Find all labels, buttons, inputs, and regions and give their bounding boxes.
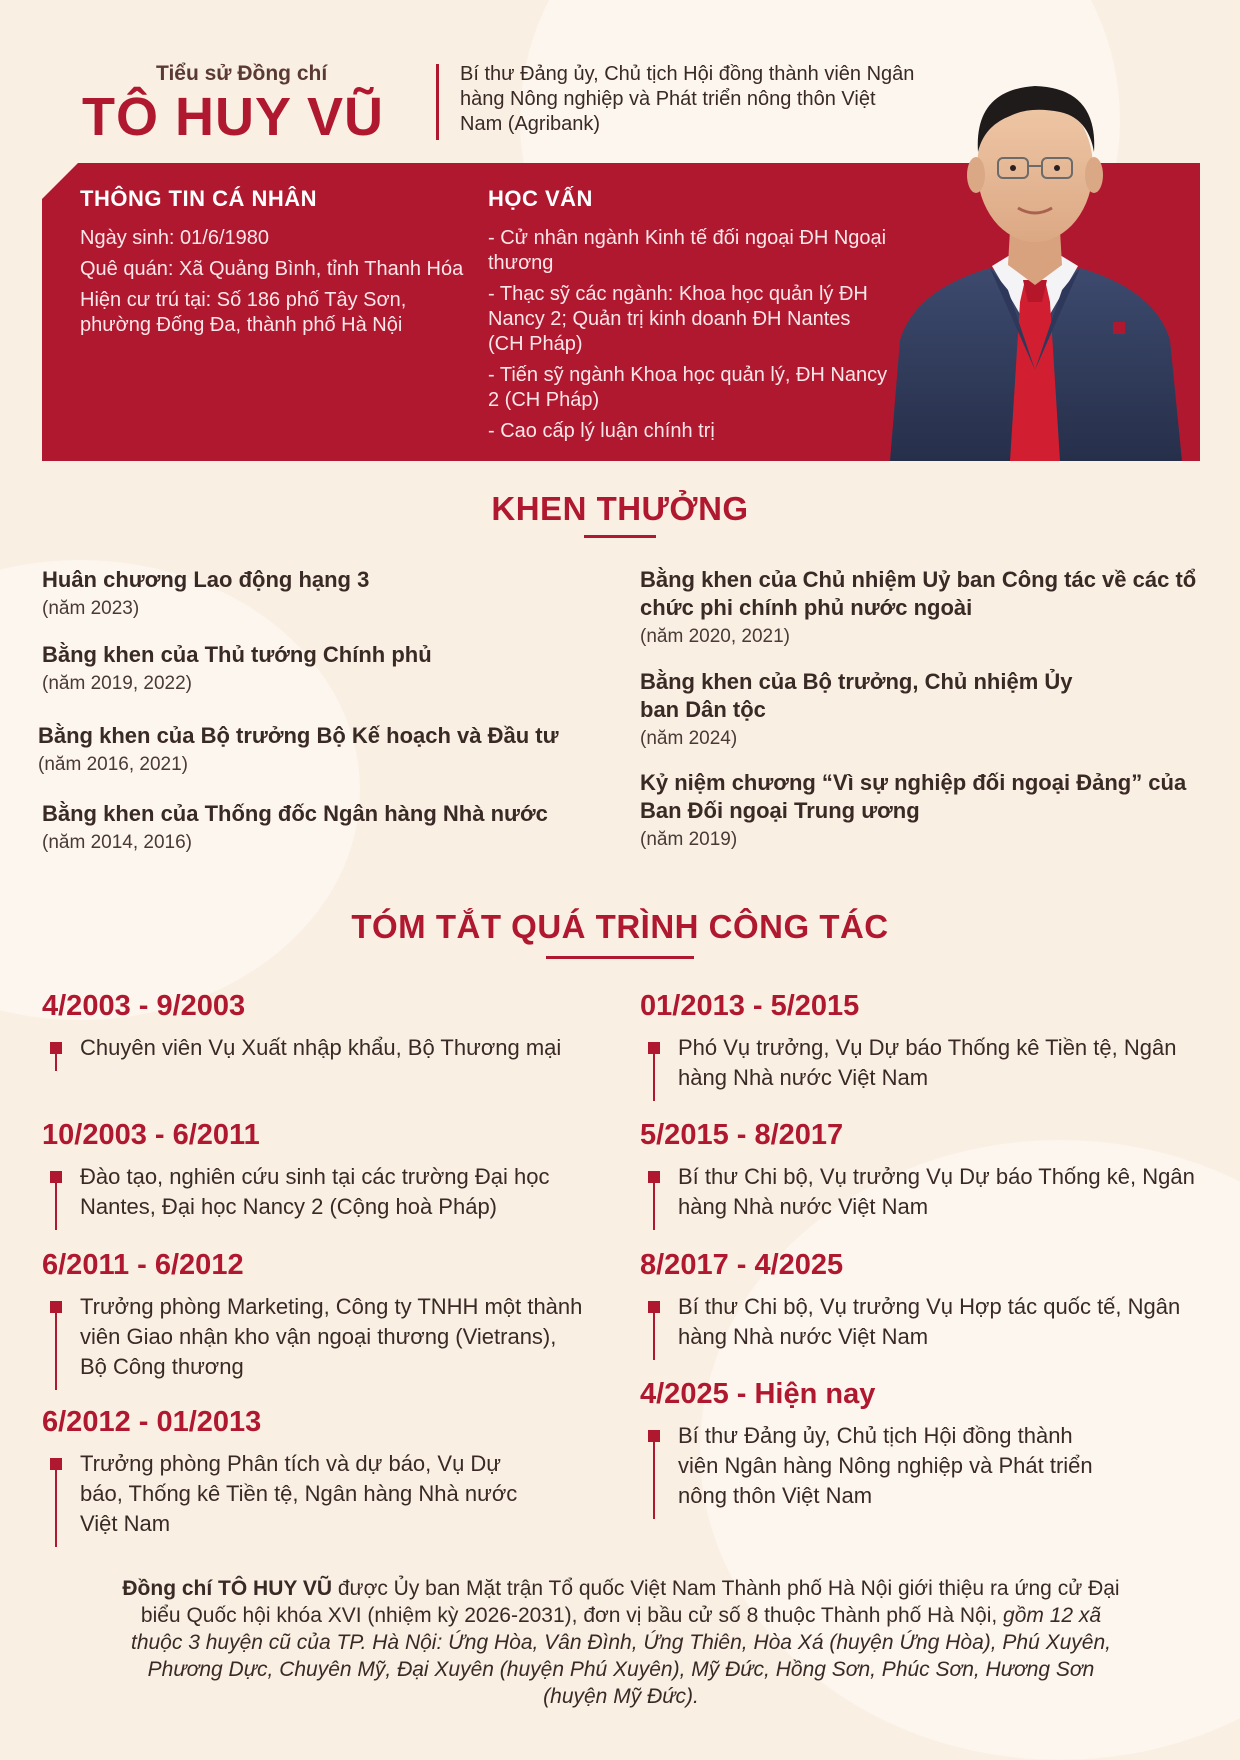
timeline-line [653,1313,655,1360]
education-line: - Cử nhân ngành Kinh tế đối ngoại ĐH Ngoại thương [488,227,887,274]
timeline-line [653,1183,655,1230]
timeline-item [640,1249,1200,1352]
header-subtitle: Tiểu sử Đồng chí [156,62,328,85]
timeline-line [653,1442,655,1519]
timeline-period: 6/2011 - 6/2012 [42,1249,244,1281]
footer-bold: Đồng chí TÔ HUY VŨ [122,1577,332,1600]
timeline-bullet [50,1458,62,1470]
education [488,186,888,450]
timeline-item [640,1378,1140,1511]
portrait-photo [870,40,1200,461]
timeline-item [42,1119,587,1222]
personal-info-line: Ngày sinh: 01/6/1980 [80,227,270,249]
timeline-period: 6/2012 - 01/2013 [42,1406,262,1438]
timeline-description: Bí thư Đảng ủy, Chủ tịch Hội đồng thành viên Ngân hàng Nông nghiệp và Phát triển nông thôn Việt Nam [678,1423,1093,1508]
timeline-description: Trưởng phòng Marketing, Công ty TNHH một thành viên Giao nhận kho vận ngoại thương (Vietrans), Bộ Công thương [80,1294,583,1379]
award-name: Bằng khen của Bộ trưởng Bộ Kế hoạch và Đầu tư [38,723,559,748]
timeline-bullet [648,1171,660,1183]
header-divider [436,64,439,140]
award-item [42,800,602,854]
award-item [640,668,1110,750]
award-item [42,641,602,695]
award-name: Bằng khen của Thủ tướng Chính phủ [42,642,432,667]
education-title: HỌC VẤN [488,186,593,211]
award-name: Bằng khen của Chủ nhiệm Uỷ ban Công tác về các tổ chức phi chính phủ nước ngoài [640,567,1197,620]
timeline-description: Bí thư Chi bộ, Vụ trưởng Vụ Dự báo Thống kê, Ngân hàng Nhà nước Việt Nam [678,1164,1195,1219]
timeline-line [653,1054,655,1101]
award-year: (năm 2020, 2021) [640,626,790,647]
timeline-description: Chuyên viên Vụ Xuất nhập khẩu, Bộ Thương mại [80,1035,562,1060]
timeline-period: 5/2015 - 8/2017 [640,1119,844,1151]
personal-info [80,186,470,344]
timeline-item [42,990,587,1063]
timeline-item [640,990,1210,1093]
award-year: (năm 2019) [640,829,738,850]
career-title: TÓM TẮT QUÁ TRÌNH CÔNG TÁC [351,908,889,945]
timeline-item [42,1406,587,1539]
timeline-period: 4/2003 - 9/2003 [42,990,246,1022]
timeline-bullet [648,1430,660,1442]
timeline-description: Bí thư Chi bộ, Vụ trưởng Vụ Hợp tác quốc tế, Ngân hàng Nhà nước Việt Nam [678,1294,1181,1349]
timeline-bullet [50,1171,62,1183]
award-name: Bằng khen của Bộ trưởng, Chủ nhiệm Ủy ban Dân tộc [640,669,1073,722]
timeline-description: Trưởng phòng Phân tích và dự báo, Vụ Dự báo, Thống kê Tiền tệ, Ngân hàng Nhà nước Việt Nam [80,1451,518,1536]
timeline-period: 01/2013 - 5/2015 [640,990,860,1022]
timeline-line [55,1470,57,1547]
award-item [640,769,1210,851]
education-line: - Cao cấp lý luận chính trị [488,420,715,442]
timeline-description: Phó Vụ trưởng, Vụ Dự báo Thống kê Tiền tệ, Ngân hàng Nhà nước Việt Nam [678,1035,1177,1090]
personal-info-title: THÔNG TIN CÁ NHÂN [80,186,318,211]
timeline-bullet [648,1042,660,1054]
award-item [38,722,598,776]
timeline-period: 8/2017 - 4/2025 [640,1249,844,1281]
award-year: (năm 2016, 2021) [38,754,188,775]
timeline-bullet [50,1042,62,1054]
award-name: Bằng khen của Thống đốc Ngân hàng Nhà nước [42,801,548,826]
timeline-item [640,1119,1220,1222]
header-role: Bí thư Đảng ủy, Chủ tịch Hội đồng thành viên Ngân hàng Nông nghiệp và Phát triển nông thôn Việt Nam (Agribank) [460,63,915,135]
awards-title-underline [584,535,656,538]
award-name: Kỷ niệm chương “Vì sự nghiệp đối ngoại Đảng” của Ban Đối ngoại Trung ương [640,770,1187,823]
timeline-bullet [50,1301,62,1313]
personal-info-line: Hiện cư trú tại: Số 186 phố Tây Sơn, phường Đống Đa, thành phố Hà Nội [80,289,407,336]
personal-info-line: Quê quán: Xã Quảng Bình, tỉnh Thanh Hóa [80,258,464,280]
timeline-bullet [648,1301,660,1313]
footer-italic: gồm 12 xã thuộc 3 huyện cũ của TP. Hà Nội: Ứng Hòa, Vân Đình, Ứng Thiên, Hòa Xá (huyện Ứng Hòa), Phú Xuyên, Phương Dực, Chuyên Mỹ, Đại Xuyên (huyện Phú Xuyên), Mỹ Đức, Hồng Sơn, Phúc Sơn, Hương Sơn (huyện Mỹ Đức). [130,1604,1111,1708]
footer-text: được Ủy ban Mặt trận Tổ quốc Việt Nam Thành phố Hà Nội giới thiệu ra ứng cử Đại biểu Quốc hội khóa XVI (nhiệm kỳ 2026-2031), đơn vị bầu cử số 8 thuộc Thành phố Hà Nội, [140,1577,1120,1627]
timeline-line [55,1313,57,1390]
timeline-period: 10/2003 - 6/2011 [42,1119,260,1151]
award-year: (năm 2024) [640,728,738,749]
timeline-description: Đào tạo, nghiên cứu sinh tại các trường Đại học Nantes, Đại học Nancy 2 (Cộng hoà Pháp) [80,1164,550,1219]
award-item [640,566,1200,648]
award-item [42,566,602,620]
education-line: - Tiến sỹ ngành Khoa học quản lý, ĐH Nancy 2 (CH Pháp) [488,364,888,411]
award-year: (năm 2019, 2022) [42,673,192,694]
timeline-item [42,1249,587,1382]
header-name: TÔ HUY VŨ [82,87,385,147]
awards-title: KHEN THƯỞNG [491,490,749,527]
award-year: (năm 2014, 2016) [42,832,192,853]
career-title-underline [546,956,694,959]
timeline-line [55,1054,57,1071]
timeline-line [55,1183,57,1230]
education-line: - Thạc sỹ các ngành: Khoa học quản lý ĐH Nancy 2; Quản trị kinh doanh ĐH Nantes (CH Pháp) [488,283,868,355]
background-blob-left [0,560,360,1020]
footer-note [116,1575,1126,1710]
timeline-period: 4/2025 - Hiện nay [640,1378,876,1410]
award-name: Huân chương Lao động hạng 3 [42,567,370,592]
award-year: (năm 2023) [42,598,140,619]
